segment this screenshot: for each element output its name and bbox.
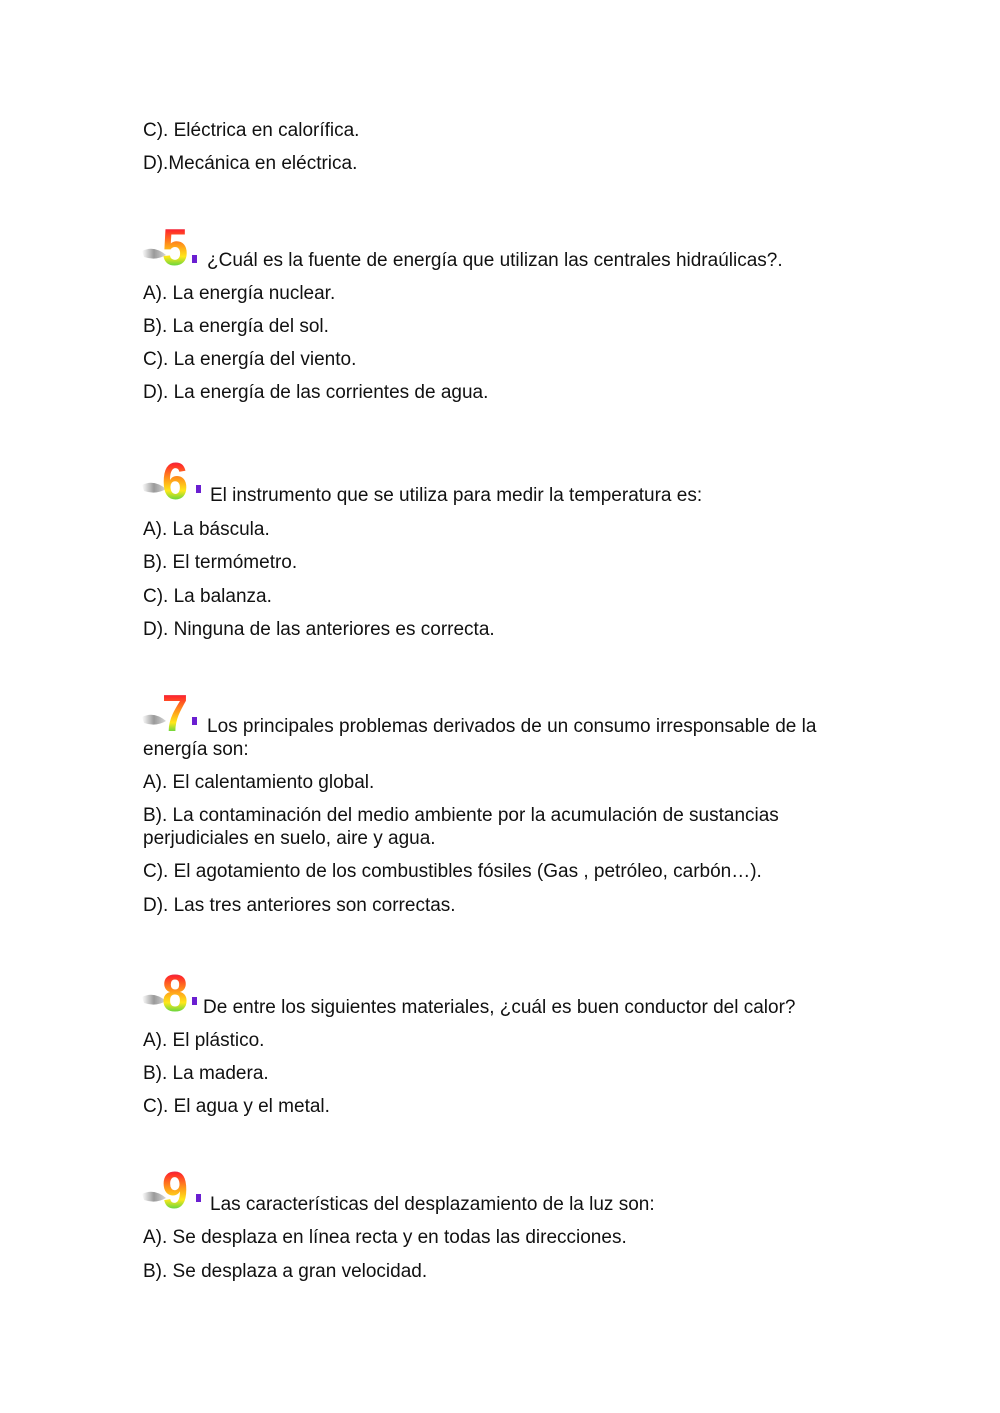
number-6-badge-icon xyxy=(140,451,206,511)
svg-text:8: 8 xyxy=(162,965,188,1023)
number-9-badge-icon xyxy=(140,1160,206,1220)
question-text: El instrumento que se utiliza para medir la temperatura es: xyxy=(210,485,703,506)
question-text: De entre los siguientes materiales, ¿cuál es buen conductor del calor? xyxy=(203,997,796,1018)
question-text: Los principales problemas derivados de un consumo irresponsable de la xyxy=(207,716,817,737)
svg-text:9: 9 xyxy=(162,1162,188,1220)
question-8 xyxy=(140,963,880,1027)
question-5 xyxy=(140,217,880,281)
question-9 xyxy=(140,1160,880,1224)
number-5-badge-icon xyxy=(140,217,206,277)
number-7-badge-icon xyxy=(140,683,206,743)
option-c: C). La balanza. xyxy=(143,586,272,607)
svg-text:7: 7 xyxy=(162,685,188,743)
option-a: A). El plástico. xyxy=(143,1030,265,1051)
option-c: C). La energía del viento. xyxy=(143,349,357,370)
option-d: D). Las tres anteriores son correctas. xyxy=(143,895,456,916)
option-a: A). El calentamiento global. xyxy=(143,772,375,793)
option-a: A). Se desplaza en línea recta y en todas las direcciones. xyxy=(143,1227,627,1248)
option-d: D).Mecánica en eléctrica. xyxy=(143,153,358,174)
option-c: C). El agotamiento de los combustibles fósiles (Gas , petróleo, carbón…). xyxy=(143,861,762,882)
option-b: B). La energía del sol. xyxy=(143,316,329,337)
svg-text:6: 6 xyxy=(162,453,188,511)
question-6 xyxy=(140,451,880,515)
question-7 xyxy=(140,683,880,747)
option-a: A). La báscula. xyxy=(143,519,270,540)
option-d: D). La energía de las corrientes de agua. xyxy=(143,382,489,403)
question-text: ¿Cuál es la fuente de energía que utilizan las centrales hidraúlicas?. xyxy=(207,250,783,271)
option-c: C). Eléctrica en calorífica. xyxy=(143,120,360,141)
number-8-badge-icon xyxy=(140,963,206,1023)
question-text: Las características del desplazamiento de la luz son: xyxy=(210,1194,655,1215)
option-b: B). El termómetro. xyxy=(143,552,298,573)
option-d: D). Ninguna de las anteriores es correcta. xyxy=(143,619,495,640)
svg-text:5: 5 xyxy=(162,219,188,277)
option-b: B). La contaminación del medio ambiente por la acumulación de sustancias perjudiciales en suelo, aire y agua. xyxy=(143,805,779,849)
option-c: C). El agua y el metal. xyxy=(143,1096,330,1117)
option-b: B). Se desplaza a gran velocidad. xyxy=(143,1261,428,1282)
option-b: B). La madera. xyxy=(143,1063,269,1084)
option-a: A). La energía nuclear. xyxy=(143,283,336,304)
question-text-continuation: energía son: xyxy=(143,739,249,760)
